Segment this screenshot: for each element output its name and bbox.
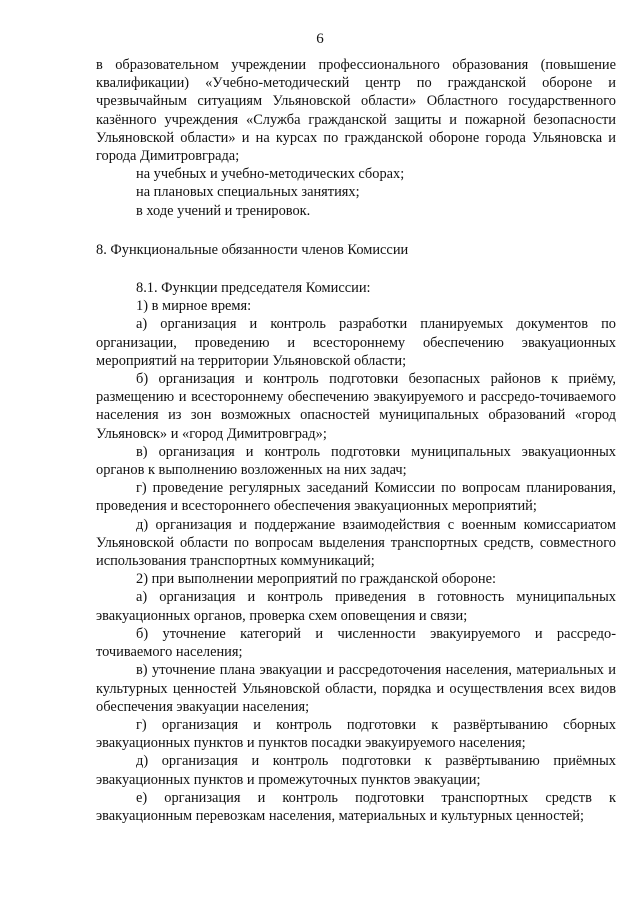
subsection-title: 8.1. Функции председателя Комиссии: <box>136 280 371 297</box>
intro-paragraph: в образовательном учреждении профессионального образования (повышение квалификации) «Учебно-методический центр по гражданской обороне и чрезвычайным ситуациям Ульяновской области» Областного государственного казённого учреждения «Служба гражданской защиты и пожарной безопасности Ульяновской области» и на курсах по гражданской обороне города Ульяновска и города Димитровграда; <box>96 57 616 165</box>
section-heading: 8. Функциональные обязанности членов Комиссии <box>96 241 409 258</box>
peacetime-item: г) проведение регулярных заседаний Комиссии по вопросам планирования, проведения и всестороннего обеспечения эвакуационных мероприятий; <box>96 480 616 515</box>
civil-defense-item: д) организация и контроль подготовки к развёртыванию приёмных эвакуационных пунктов и промежуточных пунктов эвакуации; <box>96 753 616 788</box>
intro-item: в ходе учений и тренировок. <box>136 202 311 219</box>
civil-defense-item: е) организация и контроль подготовки транспортных средств к эвакуационным перевозкам населения, материальных и культурных ценностей; <box>96 789 616 824</box>
peacetime-label: 1) в мирное время: <box>136 298 252 315</box>
civil-defense-item: г) организация и контроль подготовки к развёртыванию сборных эвакуационных пунктов и пунктов посадки эвакуируемого населения; <box>96 716 616 752</box>
peacetime-item: а) организация и контроль разработки планируемых документов по организации, проведению и всестороннему обеспечению эвакуационных мероприятий на территории Ульяновской области; <box>96 316 616 369</box>
intro-item: на учебных и учебно-методических сборах; <box>136 166 405 183</box>
page-number: 6 <box>316 31 324 47</box>
peacetime-item: в) организация и контроль подготовки муниципальных эвакуационных органов к выполнению возложенных на них задач; <box>96 443 616 479</box>
civil-defense-item: в) уточнение плана эвакуации и рассредоточения населения, материальных и культурных ценностей Ульяновской области, порядка и осуществления всех видов обеспечения эвакуации населения; <box>96 662 616 715</box>
civil-defense-item: а) организация и контроль приведения в готовность муниципальных эвакуационных органов, проверка схем оповещения и связи; <box>96 589 616 624</box>
civil-defense-label: 2) при выполнении мероприятий по гражданской обороне: <box>136 571 496 588</box>
peacetime-item: д) организация и поддержание взаимодействия с военным комиссариатом Ульяновской области по вопросам выделения транспортных средств, совместного использования транспортных коммуникаций; <box>96 516 616 570</box>
civil-defense-item: б) уточнение категорий и численности эвакуируемого и рассредо-точиваемого населения; <box>96 625 616 661</box>
document-body <box>96 56 616 825</box>
peacetime-item: б) организация и контроль подготовки безопасных районов к приёму, размещению и всестороннему обеспечению эвакуируемого и рассредо-точиваемого населения из зон возможных опасностей муниципальных образований «город Ульяновск» и «город Димитровград»; <box>96 371 616 442</box>
intro-item: на плановых специальных занятиях; <box>136 184 360 201</box>
